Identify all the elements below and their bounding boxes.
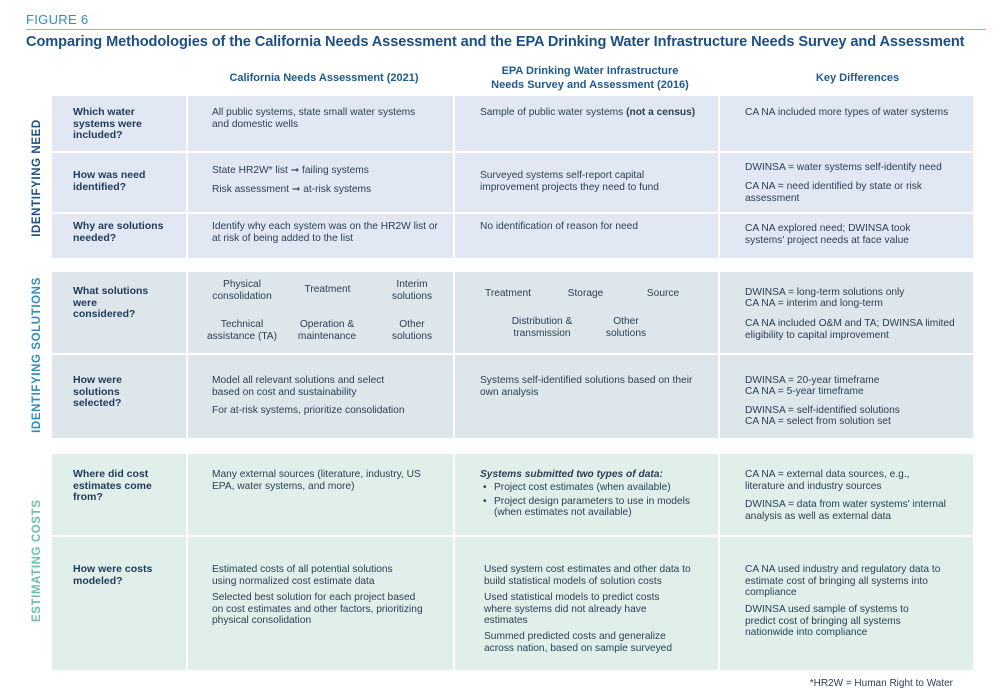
column-header-diff: [745, 71, 970, 85]
diff-selection-dwinsa: DWINSA = self-identified solutions: [745, 405, 900, 416]
epa-solution-item: Treatment: [484, 288, 532, 299]
row-divider: [52, 535, 973, 537]
ca-why-solutions: Identify why each system was on the HR2W list or at risk of being added to the list: [212, 221, 438, 244]
ca-solution-item: Interim solutions: [391, 279, 433, 302]
epa-solution-item: Distribution & transmission: [511, 316, 573, 339]
epa-need-identified: Surveyed systems self-report capital improvement projects they need to fund: [480, 170, 659, 193]
epa-why-solutions: No identification of reason for need: [480, 221, 639, 232]
ca-cost-source: Many external sources (literature, industry, US EPA, water systems, and more): [212, 469, 421, 492]
ca-solution-item: Other solutions: [391, 319, 433, 342]
ca-systems-included: All public systems, state small water systems and domestic wells: [212, 107, 416, 130]
epa-systems-included-emphasis: (not a census): [626, 107, 696, 118]
diff-solutions-term-2: CA NA = interim and long-term: [745, 298, 883, 309]
column-header-diff-text: Key Differences: [815, 72, 900, 84]
section-label-identifying-need: IDENTIFYING NEED: [31, 119, 43, 237]
epa-cost-source-heading: [480, 469, 705, 481]
epa-solution-item: Source: [646, 288, 680, 299]
question-why-solutions: Why are solutions needed?: [73, 220, 164, 244]
row-divider: [52, 151, 973, 153]
epa-solution-item: Other solutions: [605, 316, 647, 339]
diff-need-cana: CA NA = need identified by state or risk assessment: [745, 181, 922, 204]
diff-solutions-om-ta: CA NA included O&M and TA; DWINSA limited eligibility to capital improvement: [745, 318, 955, 341]
ca-solutions-model: Model all relevant solutions and select based on cost and sustainability: [212, 375, 385, 398]
diff-selection-cana: CA NA = select from solution set: [745, 416, 891, 427]
column-header-epa-line1: EPA Drinking Water Infrastructure: [501, 65, 679, 77]
epa-systems-included: [480, 107, 700, 119]
ca-costs-modeled-1: Estimated costs of all potential solutions using normalized cost estimate data: [212, 564, 393, 587]
column-divider: [453, 96, 455, 670]
epa-solution-item: Storage: [567, 288, 604, 299]
ca-solution-item: Operation & maintenance: [297, 319, 357, 342]
list-item: • Project design parameters to use in models (when estimates not available): [482, 496, 697, 519]
ca-solutions-atrisk: For at-risk systems, prioritize consolidation: [212, 405, 405, 416]
column-header-epa-line2: Needs Survey and Assessment (2016): [491, 79, 689, 91]
diff-why-solutions: CA NA explored need; DWINSA took systems' project needs at face value: [745, 223, 911, 246]
row-divider: [52, 353, 973, 355]
question-solutions-considered: What solutions were considered?: [73, 285, 149, 320]
column-header-epa: [470, 64, 710, 92]
question-solutions-selected: How were solutions selected?: [73, 374, 123, 409]
section-label-identifying-solutions: IDENTIFYING SOLUTIONS: [31, 277, 43, 433]
ca-solution-item: Physical consolidation: [212, 279, 272, 302]
ca-need-risk: Risk assessment ➞ at-risk systems: [212, 184, 372, 195]
epa-cost-source-heading-text: Systems submitted two types of data:: [480, 469, 663, 480]
question-need-identified: How was need identified?: [73, 169, 146, 193]
question-costs-modeled: How were costs modeled?: [73, 563, 153, 587]
diff-costs-modeled-dwinsa: DWINSA used sample of systems to predict cost of bringing all systems nationwide into compliance: [745, 604, 909, 638]
footnote: *HR2W = Human Right to Water: [809, 678, 953, 689]
column-header-ca: [210, 71, 438, 85]
row-divider: [52, 212, 973, 214]
figure-divider: [26, 29, 986, 30]
diff-timeframe-dwinsa: DWINSA = 20-year timeframe: [745, 375, 880, 386]
diff-need-dwinsa: DWINSA = water systems self-identify need: [745, 162, 942, 173]
ca-need-hr2w: State HR2W* list ➞ failing systems: [212, 165, 369, 176]
column-divider: [186, 96, 188, 670]
diff-cost-source-dwinsa: DWINSA = data from water systems' internal analysis as well as external data: [745, 499, 946, 522]
ca-solution-item: Technical assistance (TA): [206, 319, 277, 342]
diff-systems-included: CA NA included more types of water systems: [745, 107, 949, 118]
list-item: • Project cost estimates (when available): [482, 482, 697, 494]
diff-solutions-term-1: DWINSA = long-term solutions only: [745, 287, 905, 298]
epa-costs-modeled-2: Used statistical models to predict costs where systems did not already have estimates: [484, 592, 660, 626]
epa-costs-modeled-3: Summed predicted costs and generalize across nation, based on sample surveyed: [484, 631, 673, 654]
diff-timeframe-cana: CA NA = 5-year timeframe: [745, 386, 864, 397]
figure-label: FIGURE 6: [26, 12, 89, 27]
epa-solutions-selected: Systems self-identified solutions based on their own analysis: [480, 375, 693, 398]
ca-solution-item: Treatment: [304, 284, 351, 295]
column-divider: [718, 96, 720, 670]
diff-cost-source-cana: CA NA = external data sources, e.g., literature and industry sources: [745, 469, 910, 492]
section-label-estimating-costs: ESTIMATING COSTS: [31, 499, 43, 622]
epa-costs-modeled-1: Used system cost estimates and other data to build statistical models of solution costs: [484, 564, 691, 587]
column-header-ca-text: California Needs Assessment (2021): [229, 72, 419, 84]
diff-costs-modeled-cana: CA NA used industry and regulatory data to estimate cost of bringing all systems into compliance: [745, 564, 941, 598]
ca-costs-modeled-2: Selected best solution for each project based on cost estimates and other factors, prioritizing physical consolidation: [212, 592, 423, 626]
figure-title: Comparing Methodologies of the California Needs Assessment and the EPA Drinking Water Infrastructure Needs Survey and Assessment: [26, 34, 965, 50]
question-systems-included: Which water systems were included?: [73, 106, 142, 141]
question-cost-source: Where did cost estimates come from?: [73, 468, 152, 503]
epa-cost-source-list: [482, 482, 697, 519]
epa-systems-included-text: Sample of public water systems: [480, 107, 627, 118]
